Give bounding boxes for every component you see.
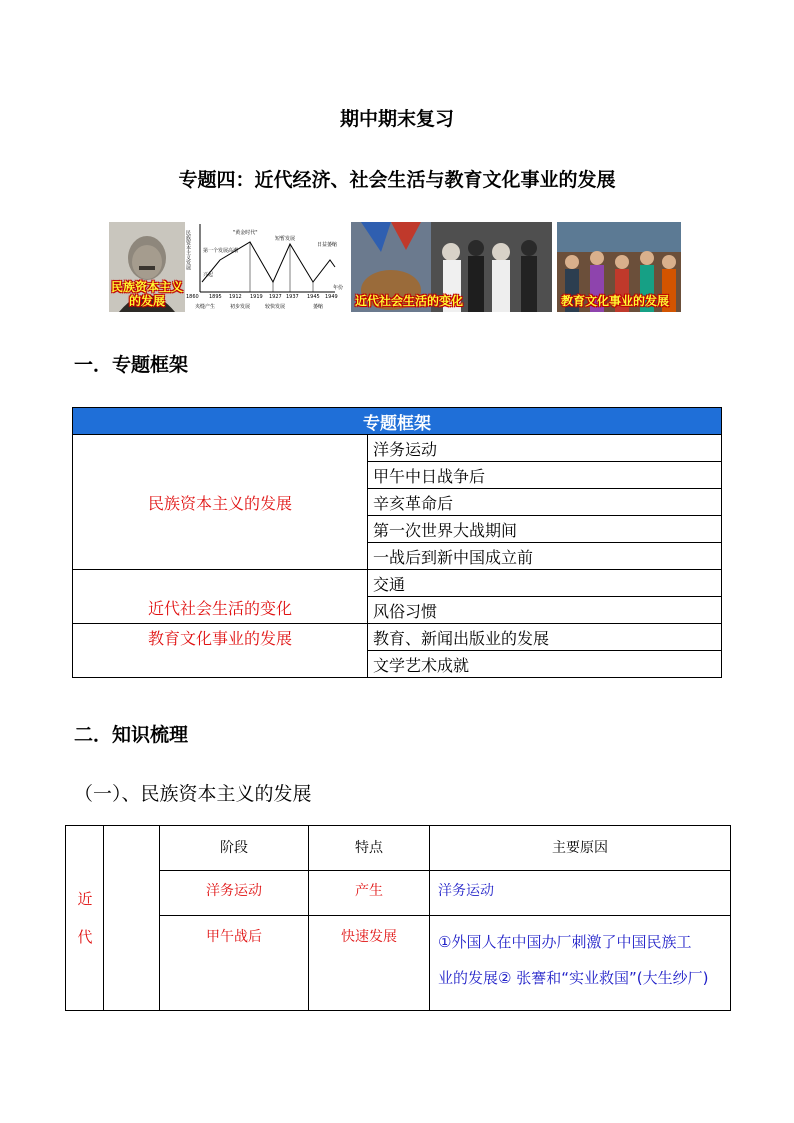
chart-image xyxy=(185,222,347,312)
caption-2: 近代社会生活的变化 xyxy=(355,294,464,308)
chart-bottom-3: 较快发展 xyxy=(265,304,286,310)
period-cell xyxy=(66,826,104,1011)
page-title: 期中期末复习 xyxy=(339,108,454,130)
framework-row xyxy=(73,435,722,462)
framework-item: 洋务运动 xyxy=(368,435,722,462)
framework-item: 风俗习惯 xyxy=(368,597,722,624)
section-heading-1: 一．专题框架 xyxy=(74,354,189,376)
framework-header-row xyxy=(73,408,722,435)
period-label: 近代 xyxy=(77,890,93,946)
row-feature: 产生 xyxy=(309,871,430,916)
chart-bottom-1: 夹缝产生 xyxy=(195,304,216,310)
row-stage: 洋务运动 xyxy=(160,871,309,916)
chart-left-2: 兴起 xyxy=(203,272,214,278)
education-photo xyxy=(557,222,681,312)
chart-year-7: 1945 xyxy=(307,294,320,300)
header-feature: 特点 xyxy=(309,826,430,871)
chart-year-2: 1895 xyxy=(209,294,222,300)
framework-item: 交通 xyxy=(368,570,722,597)
framework-item: 教育、新闻出版业的发展 xyxy=(368,624,722,651)
framework-item: 一战后到新中国成立前 xyxy=(368,543,722,570)
knowledge-table xyxy=(65,825,731,1011)
framework-item: 第一次世界大战期间 xyxy=(368,516,722,543)
framework-header: 专题框架 xyxy=(73,408,722,435)
framework-row xyxy=(73,570,722,597)
chart-peak-1: "黄金时代" xyxy=(233,230,258,236)
table-header-row xyxy=(66,826,731,871)
development-chart xyxy=(185,222,347,312)
chart-year-1: 1860 xyxy=(186,294,199,300)
table-row xyxy=(66,916,731,1011)
chart-peak-3: 日益萎缩 xyxy=(317,242,338,248)
caption-1: 民族资本主义的发展 xyxy=(111,280,184,308)
row-feature: 快速发展 xyxy=(309,916,430,1011)
banner xyxy=(0,222,794,312)
wedding-photo xyxy=(351,222,552,312)
row-reason xyxy=(430,916,731,1011)
page-subtitle: 专题四：近代经济、社会生活与教育文化事业的发展 xyxy=(178,169,616,191)
caption-3: 教育文化事业的发展 xyxy=(561,294,670,308)
header-stage: 阶段 xyxy=(160,826,309,871)
chart-year-8: 1949 xyxy=(325,294,338,300)
portrait-photo xyxy=(109,222,185,312)
table-row xyxy=(66,871,731,916)
chart-year-3: 1912 xyxy=(229,294,242,300)
empty-cell xyxy=(104,826,160,1011)
chart-year-5: 1927 xyxy=(269,294,282,300)
framework-item: 文学艺术成就 xyxy=(368,651,722,678)
framework-table xyxy=(72,407,722,678)
section-heading-2: 二．知识梳理 xyxy=(74,724,189,746)
framework-row xyxy=(73,624,722,651)
framework-group-label: 近代社会生活的变化 xyxy=(73,570,368,624)
chart-x-axis: 年份 xyxy=(333,285,344,291)
row-reason: 洋务运动 xyxy=(430,871,731,916)
subsection-heading: （一）、民族资本主义的发展 xyxy=(74,783,312,805)
chart-left-1: 第一个发展高潮 xyxy=(203,248,239,254)
framework-item: 甲午中日战争后 xyxy=(368,462,722,489)
row-reason-line-2: 业的发展② 张謇和“实业救国”(大生纱厂) xyxy=(438,969,709,987)
framework-group-label: 教育文化事业的发展 xyxy=(73,624,368,678)
framework-group-label: 民族资本主义的发展 xyxy=(73,435,368,570)
row-stage: 甲午战后 xyxy=(160,916,309,1011)
chart-year-4: 1919 xyxy=(250,294,263,300)
row-reason-line-1: ①外国人在中国办厂刺激了中国民族工 xyxy=(438,933,692,951)
framework-item: 辛亥革命后 xyxy=(368,489,722,516)
chart-peak-2: 短暂发展 xyxy=(275,236,296,242)
header-reason: 主要原因 xyxy=(430,826,731,871)
chart-year-6: 1937 xyxy=(286,294,299,300)
chart-y-axis: 民族资本主义发展 xyxy=(185,230,191,270)
chart-bottom-4: 萎缩 xyxy=(313,304,324,310)
chart-bottom-2: 初步发展 xyxy=(230,304,251,310)
